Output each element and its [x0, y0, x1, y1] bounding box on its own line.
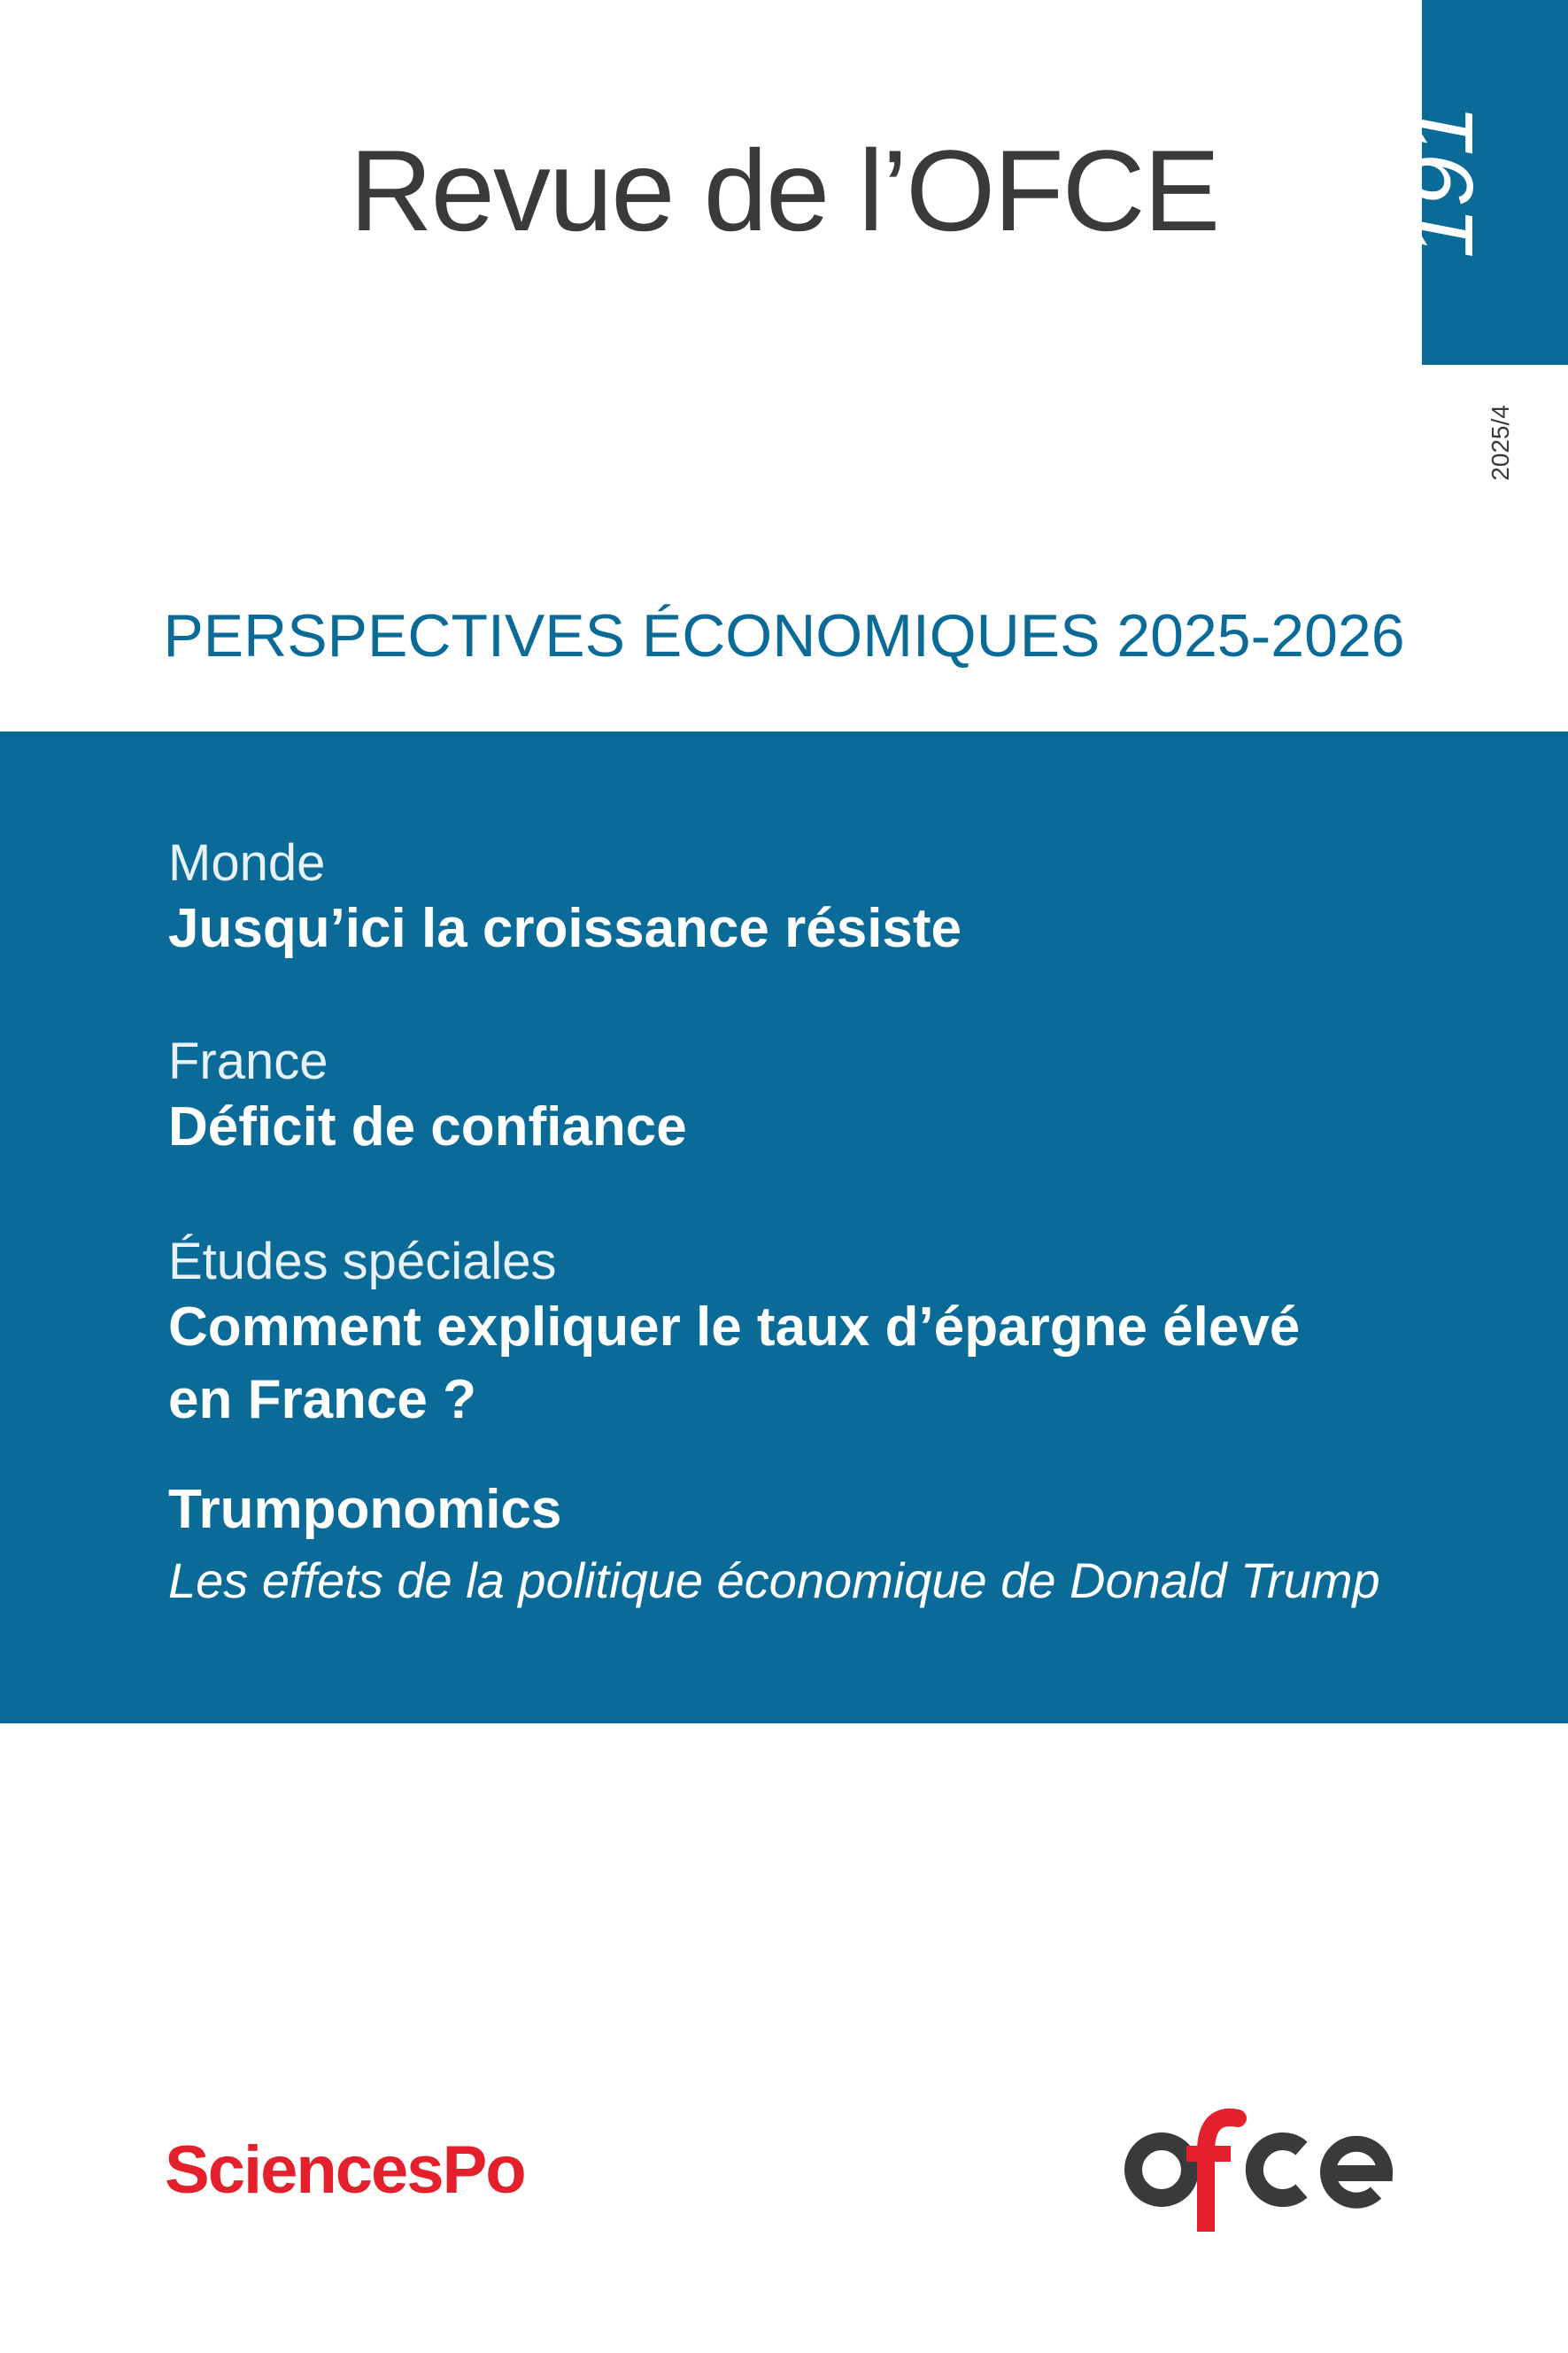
- issue-number: 191: [1390, 104, 1493, 259]
- section-title: Déficit de confiance: [168, 1096, 687, 1157]
- ofce-logo: [1124, 2099, 1408, 2232]
- theme-heading: PERSPECTIVES ÉCONOMIQUES 2025-2026: [163, 602, 1405, 670]
- section-france: [168, 1033, 687, 1164]
- section-etudes-speciales: [168, 1233, 1300, 1436]
- section-title: Trumponomics: [168, 1479, 562, 1540]
- section-label: Monde: [168, 834, 326, 892]
- sciencespo-logo: SciencesPo: [165, 2132, 525, 2208]
- journal-title: Revue de l’OFCE: [349, 126, 1219, 255]
- section-trumponomics: [168, 1474, 1380, 1615]
- section-title-line-1: Comment expliquer le taux d’épargne élevé: [168, 1296, 1301, 1358]
- section-monde: [168, 834, 962, 965]
- section-label: Études spéciales: [168, 1233, 557, 1290]
- section-subtitle: Les effets de la politique économique de Donald Trump: [168, 1552, 1380, 1608]
- section-label: France: [168, 1033, 328, 1090]
- section-title: Jusqu’ici la croissance résiste: [168, 898, 962, 959]
- issue-year: 2025/4: [1487, 405, 1514, 481]
- section-title-line-2: en France ?: [168, 1369, 476, 1430]
